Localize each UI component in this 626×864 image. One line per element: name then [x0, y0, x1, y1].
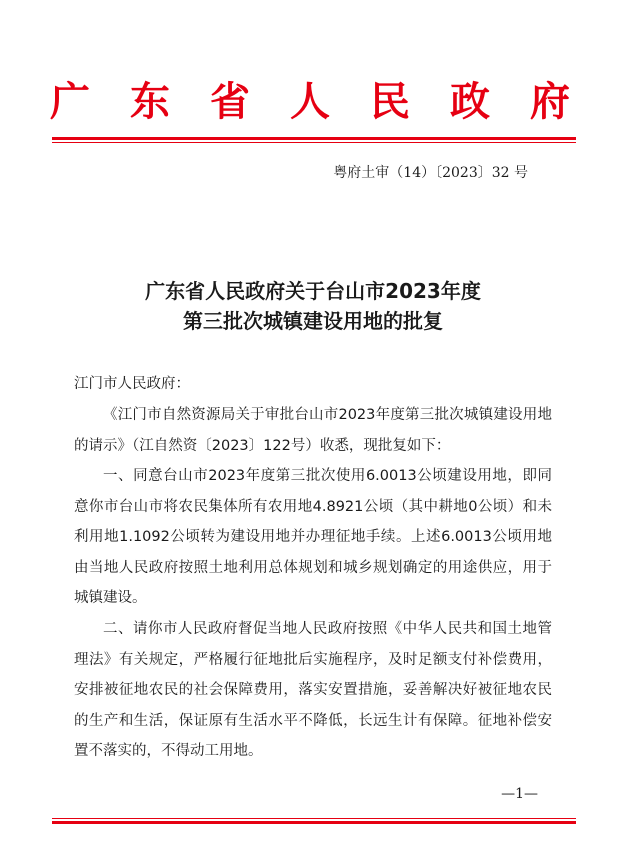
header-char: 民	[370, 78, 410, 125]
document-number: 粤府土审（14）〔2023〕32 号	[333, 165, 528, 181]
paragraph-item-1: 一、同意台山市2023年度第三批次使用6.0013公顷建设用地，即同意你市台山市将农民集体所有农用地4.8921公顷（其中耕地0公顷）和未利用地1.1092公顷转为建设用地并办理征地手续。上述6.0013公顷用地由当地人民政府按照土地利用总体规划和城乡规划确定的用途供应，用于城镇建设。	[74, 468, 552, 606]
header-char: 省	[210, 78, 250, 125]
header-char: 东	[130, 78, 170, 125]
header-char: 府	[530, 78, 570, 125]
page-number: —1—	[501, 786, 538, 802]
footer-red-rule-thin	[52, 818, 576, 819]
header-char: 人	[290, 78, 330, 125]
paragraph-item-2: 二、请你市人民政府督促当地人民政府按照《中华人民共和国土地管理法》有关规定，严格履行征地批后实施程序，及时足额支付补偿费用，安排被征地农民的社会保障费用，落实安置措施，妥善解决好被征地农民的生产和生活，保证原有生活水平不降低，长远生计有保障。征地补偿安置不落实的，不得动工用地。	[74, 621, 552, 759]
issuing-authority-header	[50, 74, 570, 130]
paragraph-intro: 《江门市自然资源局关于审批台山市2023年度第三批次城镇建设用地的请示》（江自然资〔2023〕122号）收悉，现批复如下：	[74, 407, 552, 454]
document-title-line-1: 广东省人民政府关于台山市2023年度	[145, 279, 481, 303]
footer-red-rule-thick	[52, 821, 576, 824]
header-red-rule-thin	[52, 142, 576, 143]
document-title-line-2: 第三批次城镇建设用地的批复	[183, 309, 443, 333]
header-red-rule-thick	[52, 137, 576, 140]
salutation: 江门市人民政府：	[74, 376, 190, 392]
header-char: 政	[450, 78, 490, 125]
header-char: 广	[50, 78, 90, 125]
